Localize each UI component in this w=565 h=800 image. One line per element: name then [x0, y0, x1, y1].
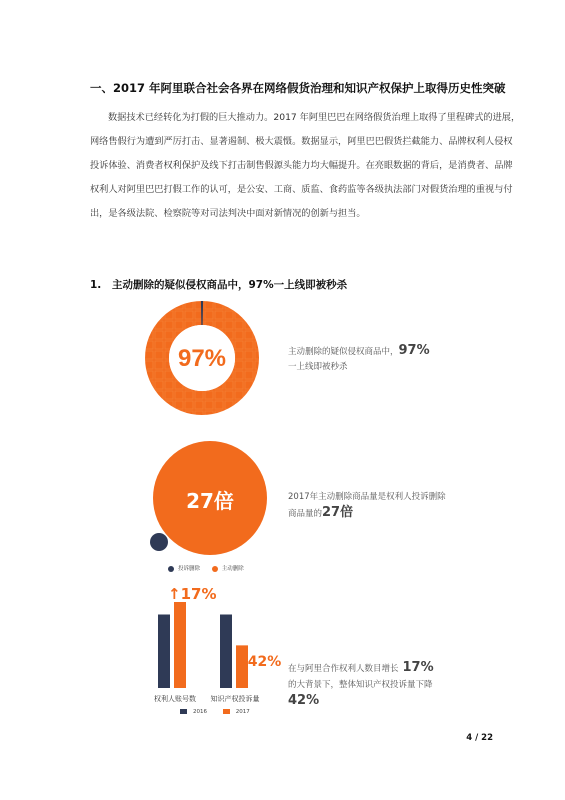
legend-swatch [180, 709, 187, 714]
paragraph-line: 网络售假行为遭到严厉打击、显著遏制、极大震慑。数据显示，阿里巴巴假货拦截能力、品牌权利人侵权 [90, 136, 513, 147]
paragraph-line: 数据技术已经转化为打假的巨大推动力。2017 年阿里巴巴在网络假货治理上取得了里程碑式的进展， [108, 112, 521, 123]
page-number: 4 / 22 [466, 733, 493, 743]
legend-swatch [223, 709, 230, 714]
donut-description [288, 343, 430, 375]
bar-text-line2: 的大背景下，整体知识产权投诉量下降 [288, 680, 433, 690]
subsection-heading [90, 277, 347, 292]
donut-text-line2: 一上线即被秒杀 [288, 362, 348, 372]
paragraph-line: 权利人对阿里巴巴打假工作的认可，是公安、工商、质监、食药监等各级执法部门对假货治理的重视与付 [90, 184, 513, 195]
bubble-text-line2: 商品量的 [288, 509, 323, 519]
bubble-complaint-delete [150, 533, 168, 551]
increase-label: ↑17% [168, 585, 217, 603]
bar-text-value1: 17% [402, 660, 434, 675]
donut-chart [144, 300, 260, 416]
bar-group [158, 602, 248, 688]
legend-item [223, 709, 250, 715]
legend-item [180, 709, 207, 715]
donut-text-value: 97% [398, 343, 430, 358]
bubble-text-line1: 2017年主动删除商品量是权利人投诉删除 [288, 492, 446, 502]
paragraph-line: 投诉体验、消费者权利保护及线下打击制售假源头能力均大幅提升。在亮眼数据的背后，是消费者、品牌 [90, 160, 513, 171]
decrease-label: ↓42% [236, 654, 282, 670]
bar-2017 [174, 602, 186, 688]
bar-text-line1: 在与阿里合作权利人数目增长 [288, 664, 399, 674]
subsection-title: 主动删除的疑似侵权商品中，97%一上线即被秒杀 [112, 279, 348, 291]
section-heading: 一、2017 年阿里联合社会各界在网络假货治理和知识产权保护上取得历史性突破 [90, 81, 506, 95]
bubble-description [288, 490, 446, 522]
legend-label: 投诉删除 [178, 566, 201, 572]
bubble-legend [168, 564, 244, 572]
subsection-number: 1. [90, 279, 102, 291]
category-label: 权利人账号数 [154, 695, 196, 703]
bubble-center-label: 27倍 [186, 489, 234, 513]
bar-2016 [158, 614, 170, 688]
donut-center-label: 97% [177, 345, 227, 372]
category-label: 知识产权投诉量 [210, 695, 260, 703]
donut-text-line1: 主动删除的疑似侵权商品中， [288, 347, 399, 357]
bubble-chart [146, 440, 268, 558]
legend-dot [168, 566, 174, 572]
bar-legend [180, 709, 250, 715]
bar-description [288, 660, 434, 709]
bar-chart [148, 580, 282, 720]
legend-item [212, 566, 244, 572]
legend-label: 2016 [193, 709, 207, 715]
legend-label: 主动删除 [221, 566, 244, 572]
legend-label: 2017 [235, 709, 250, 715]
legend-item [168, 566, 200, 572]
intro-paragraph [90, 106, 521, 226]
legend-dot [212, 566, 218, 572]
bubble-text-value: 27倍 [322, 505, 354, 520]
bar-text-value2: 42% [288, 693, 320, 708]
bar-2016 [220, 614, 232, 688]
paragraph-line: 出，是各级法院、检察院等对司法判决中面对新情况的创新与担当。 [90, 208, 366, 219]
